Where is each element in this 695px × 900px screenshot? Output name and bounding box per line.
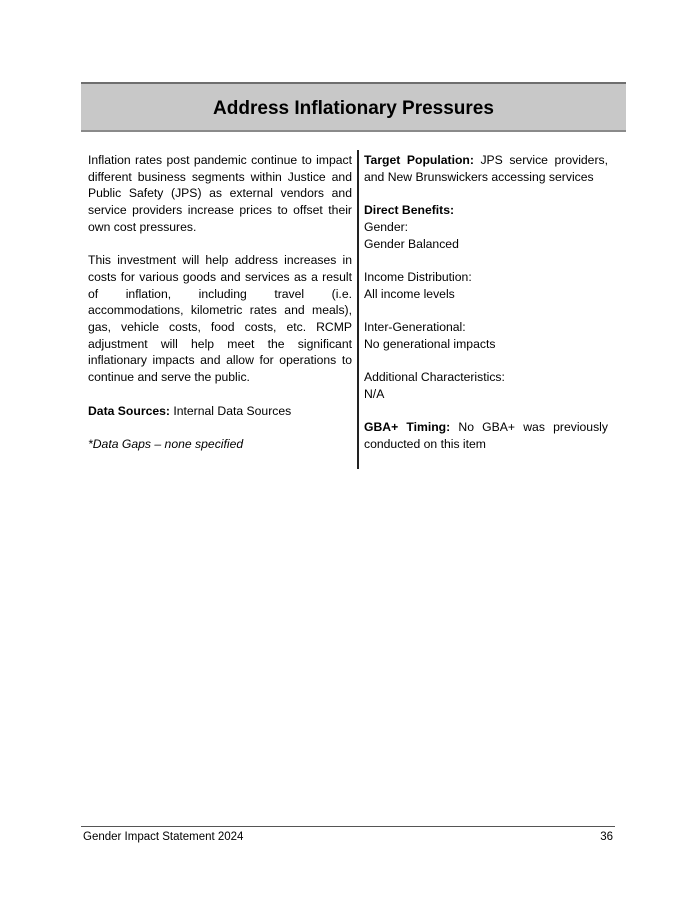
page-title: Address Inflationary Pressures (213, 97, 494, 119)
data-sources-label: Data Sources: (88, 403, 170, 418)
income-label: Income Distribution: (364, 269, 472, 284)
intergen-label: Inter-Generational: (364, 319, 466, 334)
section-title-bar (81, 82, 626, 132)
footer-doc-title: Gender Impact Statement 2024 (83, 831, 244, 843)
direct-benefits (364, 202, 608, 252)
gender-value: Gender Balanced (364, 236, 459, 251)
left-column (88, 152, 352, 469)
additional-value: N/A (364, 386, 385, 401)
description-paragraph-1: Inflation rates post pandemic continue to impact different business segments within Justice and Public Safety (JPS) as external vendors and service providers increase prices to offset their own cost pressures. (88, 153, 352, 234)
footer-page-number: 36 (600, 831, 613, 843)
gba-timing-value: No GBA+ was previously conducted on this item (364, 420, 608, 451)
income-value: All income levels (364, 286, 455, 301)
income-distribution (364, 269, 608, 302)
gba-timing-label: GBA+ Timing: (364, 420, 451, 435)
additional-label: Additional Characteristics: (364, 370, 505, 385)
footer-rule (81, 826, 615, 827)
intergen-value: No generational impacts (364, 336, 496, 351)
inter-generational (364, 319, 608, 352)
data-sources-value: Internal Data Sources (169, 403, 292, 418)
target-population-label: Target Population: (364, 153, 474, 167)
target-population (364, 152, 608, 185)
gender-label: Gender: (364, 219, 409, 234)
description-paragraph-2: This investment will help address increases in costs for various goods and services as a result of inflation, including travel (i.e. accommodations, kilometric rates and meals), gas, vehicle costs, food costs, etc. RCMP adjustment will help meet the significant inflationary impacts and allow for operations to continue and serve the public. (88, 253, 352, 385)
direct-benefits-label: Direct Benefits: (364, 203, 455, 218)
gba-timing (364, 419, 608, 452)
target-population-value: JPS service providers, and New Brunswickers accessing services (364, 153, 608, 184)
data-gaps: *Data Gaps – none specified (88, 436, 244, 451)
column-divider (357, 150, 359, 469)
right-column (364, 152, 608, 469)
data-sources (88, 403, 352, 420)
additional-characteristics (364, 369, 608, 402)
